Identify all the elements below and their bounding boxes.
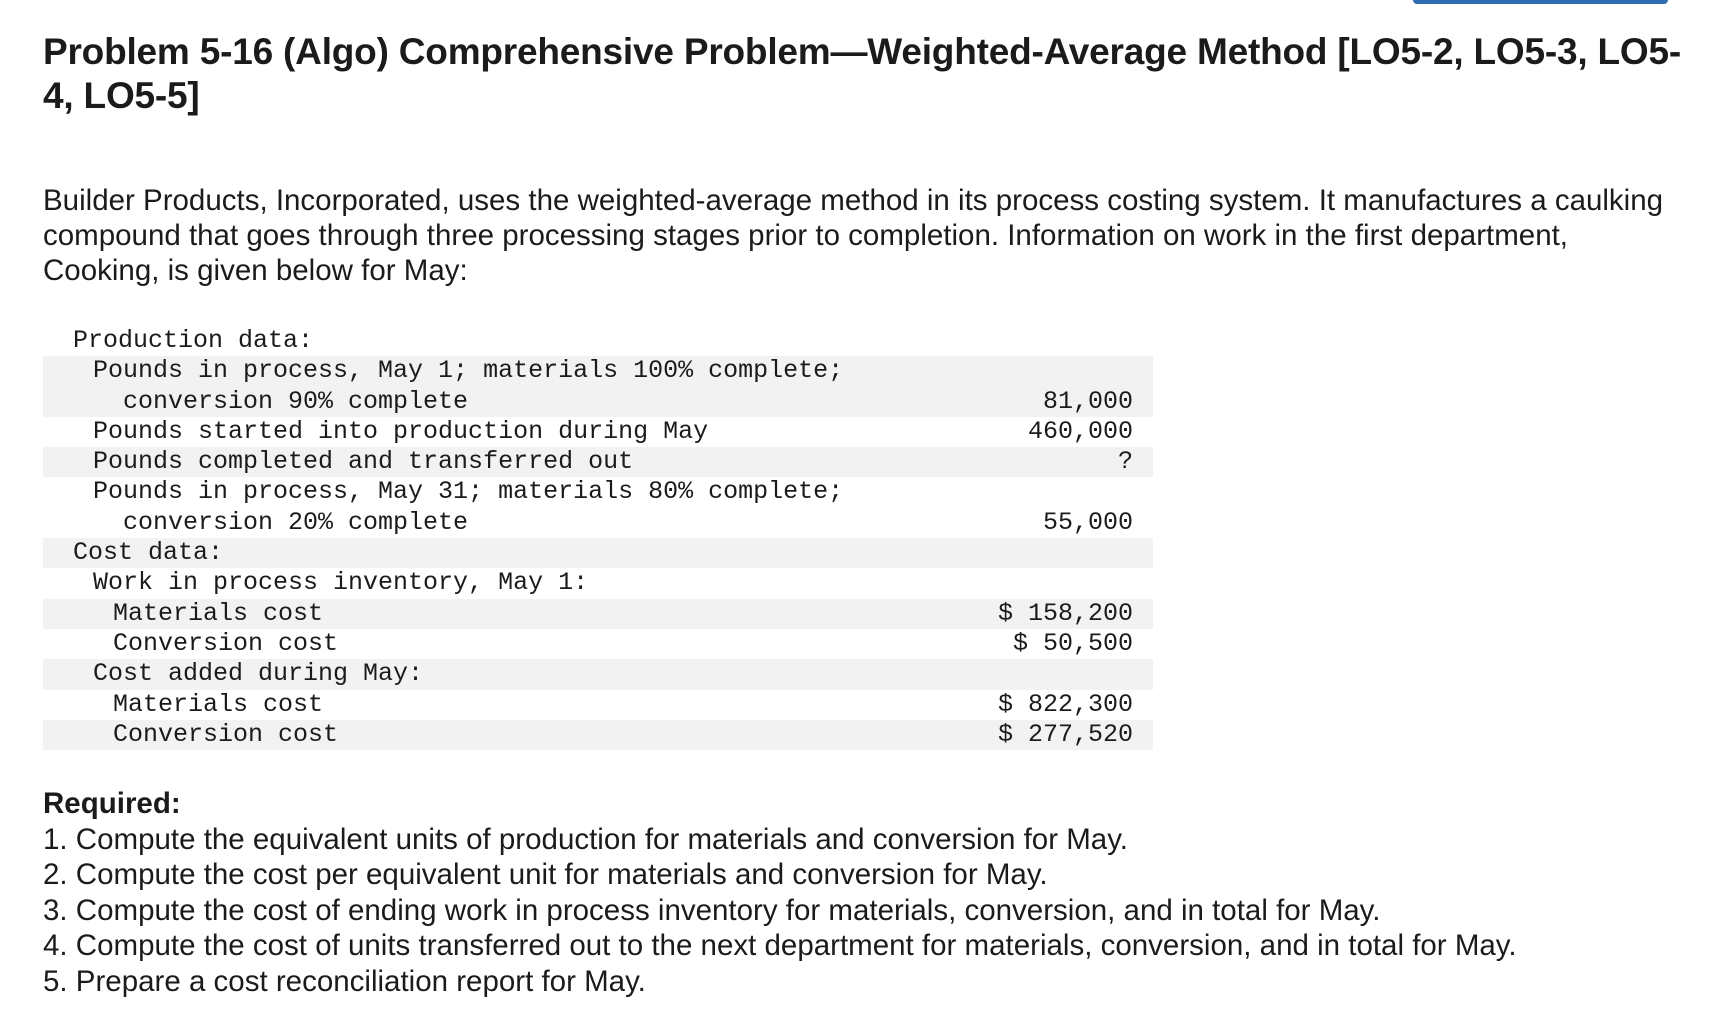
required-list [43,822,1683,1000]
required-item-1: 1. Compute the equivalent units of production for materials and conversion for May. [43,822,1128,856]
required-section [43,786,1683,1000]
page-title: Problem 5-16 (Algo) Comprehensive Problem—Weighted-Average Method [LO5-2, LO5-3, LO5-4, LO5-5] [43,31,1681,116]
table-row [43,538,1153,568]
completed-label: Pounds completed and transferred out [43,447,873,477]
table-row [43,629,1153,659]
beginning-wip-line1: Pounds in process, May 1; materials 100% complete; [93,356,844,386]
completed-value: ? [873,447,1153,477]
required-item-2: 2. Compute the cost per equivalent unit for materials and conversion for May. [43,858,1048,892]
problem-data-table [43,326,1153,750]
table-row [43,568,1153,598]
table-row [43,690,1153,720]
beginning-wip-line2: conversion 90% complete [123,386,469,416]
cost-added-heading: Cost added during May: [43,659,873,689]
beginning-wip-value: 81,000 [873,356,1153,417]
table-row [43,599,1153,629]
beginning-wip-label [43,356,873,417]
wip-conversion-label: Conversion cost [113,628,339,658]
wip-materials-value: $ 158,200 [873,599,1153,629]
table-row [43,477,1153,538]
added-conversion-value: $ 277,520 [873,720,1153,750]
table-row [43,447,1153,477]
ending-wip-line1: Pounds in process, May 31; materials 80% complete; [93,477,844,507]
top-accent-bar [1413,0,1668,4]
ending-wip-value: 55,000 [1042,507,1133,537]
wip-conversion-value: $ 50,500 [1012,628,1133,658]
table-row [43,417,1153,447]
added-conversion-label: Conversion cost [43,720,873,750]
problem-intro: Builder Products, Incorporated, uses the weighted-average method in its process costing system. It manufactures a caulking compound that goes through three processing stages prior to completion. Information on work in the first department, Cooking, is given below for May: [43,184,1664,287]
added-materials-label: Materials cost [113,689,324,719]
cost-data-heading: Cost data: [43,538,873,568]
ending-wip-line2: conversion 20% complete [123,507,469,537]
ending-wip-label [43,477,873,538]
wip-materials-label: Materials cost [43,599,873,629]
required-item-5: 5. Prepare a cost reconciliation report for May. [43,964,646,998]
started-value: 460,000 [1027,416,1133,446]
started-label: Pounds started into production during May [93,416,709,446]
required-item-4: 4. Compute the cost of units transferred out to the next department for materials, conversion, and in total for May. [43,929,1517,963]
required-item-3: 3. Compute the cost of ending work in process inventory for materials, conversion, and in total for May. [43,893,1381,927]
production-data-heading: Production data: [73,326,314,355]
wip-inventory-heading: Work in process inventory, May 1: [93,568,589,598]
required-heading: Required: [43,787,181,820]
table-row [43,326,1153,356]
table-row [43,659,1153,689]
added-materials-value: $ 822,300 [997,689,1133,719]
table-row [43,356,1153,417]
table-row [43,720,1153,750]
